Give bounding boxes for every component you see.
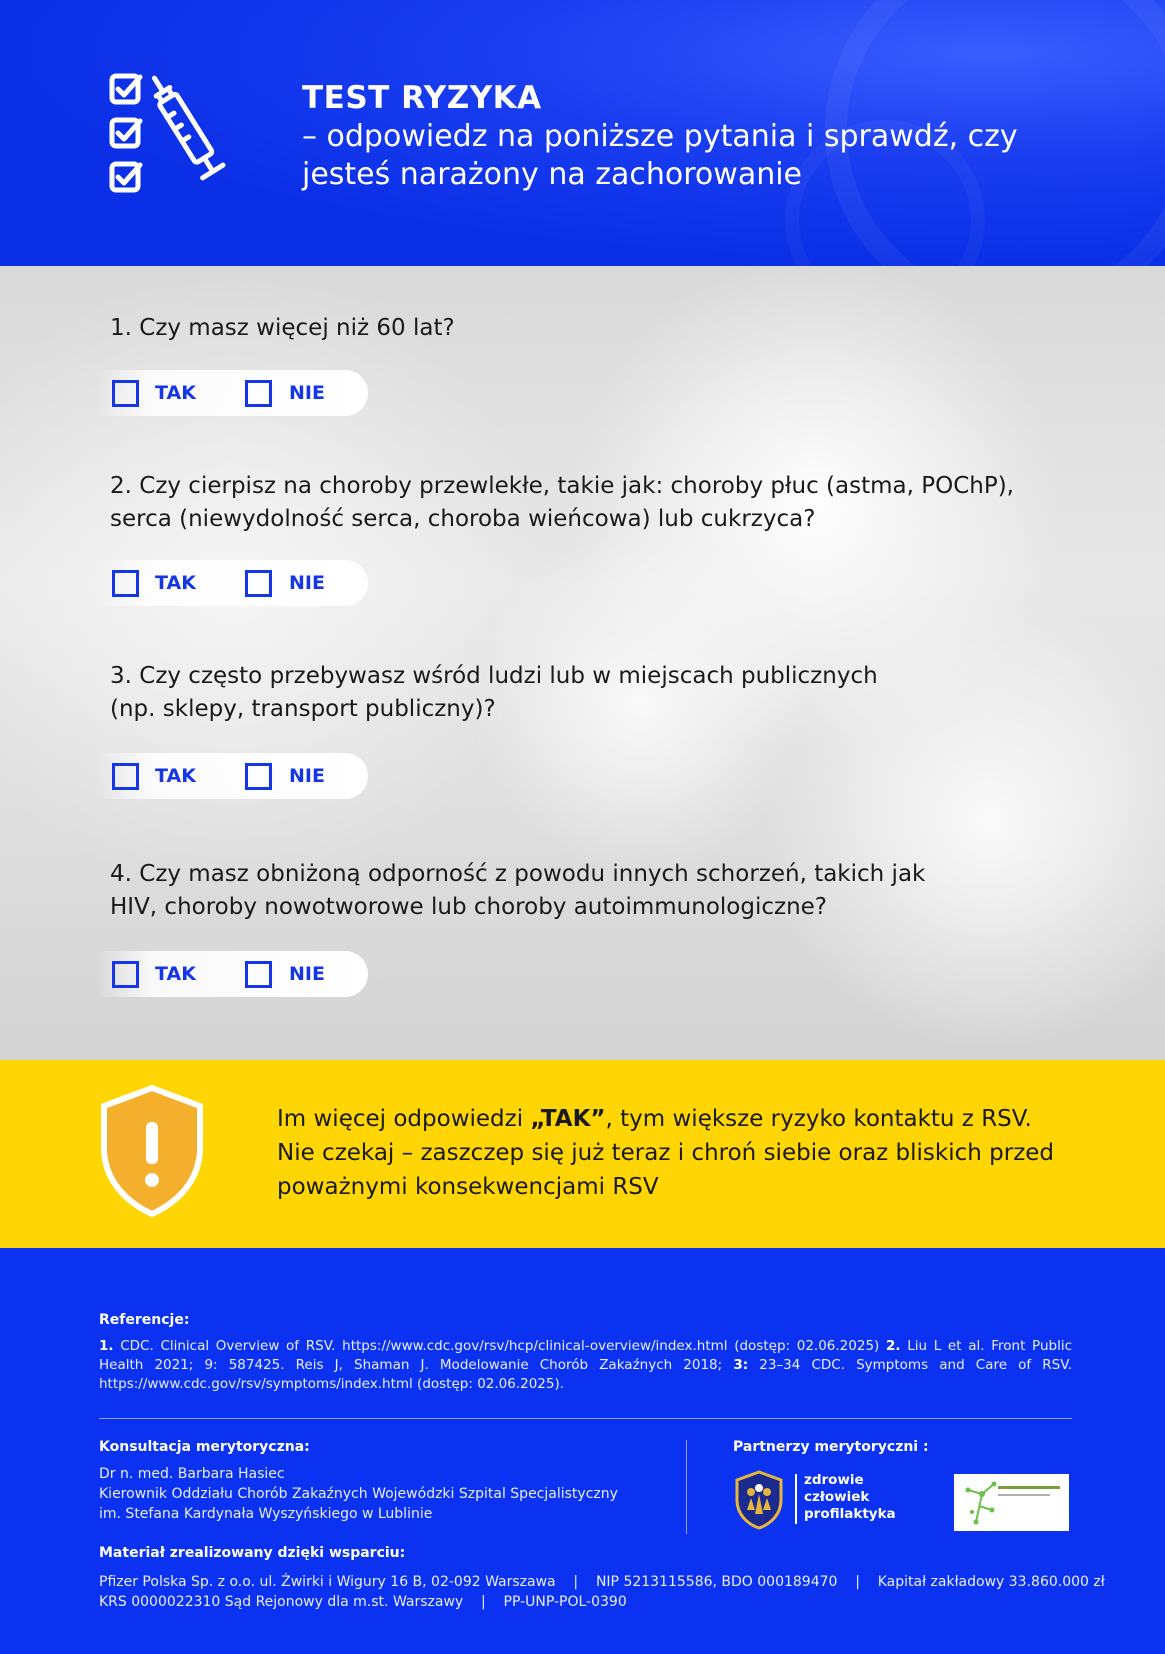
partner-logo-line: człowiek — [804, 1489, 870, 1505]
references-title: Referencje: — [99, 1312, 190, 1328]
answer-row-3 — [96, 753, 368, 799]
consultation-body — [99, 1464, 618, 1524]
checkbox-yes-label: TAK — [155, 963, 196, 985]
warning-banner — [0, 1060, 1165, 1248]
ref-text: Liu L et al. Front Public Health 2021; 9: 587425. Reis J, Shaman J. Modelowanie Chorób Zakaźnych 2018; — [99, 1338, 1072, 1373]
footer-vertical-divider — [686, 1440, 687, 1534]
page-subtitle: – odpowiedz na poniższe pytania i sprawdź, czy jesteś narażony na zachorowanie — [302, 119, 1018, 192]
checkbox-yes-label: TAK — [155, 765, 196, 787]
checkbox-no[interactable] — [245, 763, 272, 790]
banner-text-line2: Nie czekaj – zaszczep się już teraz i chroń siebie oraz bliskich przed poważnymi konsekwencjami RSV — [277, 1140, 1055, 1200]
checkbox-yes[interactable] — [112, 380, 139, 407]
footer-divider — [99, 1418, 1072, 1419]
banner-text-part: Im więcej odpowiedzi — [277, 1106, 531, 1132]
ref-number: 3: — [733, 1357, 749, 1373]
questions-section — [0, 266, 1165, 1060]
checkbox-yes-label: TAK — [155, 572, 196, 594]
footer — [0, 1248, 1165, 1654]
checkbox-no-label: NIE — [289, 963, 325, 985]
answer-row-2 — [96, 560, 368, 606]
header — [0, 0, 1165, 266]
checkbox-yes[interactable] — [112, 763, 139, 790]
checkbox-yes-label: TAK — [155, 382, 196, 404]
checkbox-yes[interactable] — [112, 961, 139, 988]
checkbox-no[interactable] — [245, 570, 272, 597]
partner-logo-zdrowie-czlowiek — [733, 1470, 913, 1530]
question-1: 1. Czy masz więcej niż 60 lat? — [110, 315, 455, 341]
checkbox-no[interactable] — [245, 961, 272, 988]
partner-logo-line: zdrowie — [804, 1472, 864, 1488]
partner-separator — [795, 1474, 797, 1524]
checkbox-no-label: NIE — [289, 765, 325, 787]
checkbox-no-label: NIE — [289, 572, 325, 594]
support-body — [99, 1572, 1105, 1612]
partner-logo-text — [804, 1472, 896, 1523]
partner-virus-logo-icon — [954, 1474, 1069, 1531]
banner-text-bold: „TAK” — [530, 1106, 606, 1132]
question-4: 4. Czy masz obniżoną odporność z powodu innych schorzeń, takich jak HIV, choroby nowotworowe lub choroby autoimmunologiczne? — [110, 861, 926, 920]
consultation-line: Kierownik Oddziału Chorób Zakaźnych Wojewódzki Szpital Specjalistyczny — [99, 1486, 618, 1502]
partners-title: Partnerzy merytoryczni : — [733, 1439, 929, 1455]
partner-logo-line: profilaktyka — [804, 1506, 896, 1522]
partner-emblem-icon — [733, 1470, 785, 1530]
consultation-line: im. Stefana Kardynała Wyszyńskiego w Lublinie — [99, 1506, 433, 1522]
consultation-title: Konsultacja merytoryczna: — [99, 1439, 310, 1455]
question-3: 3. Czy często przebywasz wśród ludzi lub w miejscach publicznych (np. sklepy, transport publiczny)? — [110, 663, 878, 722]
question-2: 2. Czy cierpisz na choroby przewlekłe, takie jak: choroby płuc (astma, POChP), serca (niewydolność serca, choroba wieńcowa) lub cukrzyca? — [110, 473, 1014, 532]
ref-number: 1. — [99, 1338, 114, 1354]
answer-row-4 — [96, 951, 368, 997]
banner-message — [277, 1102, 1097, 1204]
consultation-line: Dr n. med. Barbara Hasiec — [99, 1466, 285, 1482]
support-line: Pfizer Polska Sp. z o.o. ul. Żwirki i Wigury 16 B, 02-092 Warszawa | NIP 5213115586, BDO 000189470 | Kapitał zakładowy 33.860.000 zł — [99, 1574, 1105, 1590]
partner-logo-2 — [954, 1474, 1069, 1531]
checkbox-no-label: NIE — [289, 382, 325, 404]
banner-text-part: , tym większe ryzyko kontaktu z RSV. — [605, 1106, 1032, 1132]
shield-warning-icon — [96, 1084, 208, 1218]
ref-number: 2. — [886, 1338, 901, 1354]
checkbox-no[interactable] — [245, 380, 272, 407]
answer-row-1 — [96, 370, 368, 416]
checkbox-yes[interactable] — [112, 570, 139, 597]
support-title: Materiał zrealizowany dzięki wsparciu: — [99, 1545, 406, 1561]
page-title: TEST RYZYKA — [302, 80, 542, 116]
ref-text: 23–34 CDC. Symptoms and Care of RSV. https://www.cdc.gov/rsv/symptoms/index.html (dostęp: 02.06.2025). — [99, 1357, 1072, 1392]
ref-text: CDC. Clinical Overview of RSV. https://www.cdc.gov/rsv/hcp/clinical-overview/index.html (dostęp: 02.06.2025) — [113, 1338, 886, 1354]
support-line: KRS 0000022310 Sąd Rejonowy dla m.st. Warszawy | PP-UNP-POL-0390 — [99, 1594, 627, 1610]
checklist-syringe-icon — [108, 70, 238, 200]
references-body — [99, 1337, 1072, 1394]
